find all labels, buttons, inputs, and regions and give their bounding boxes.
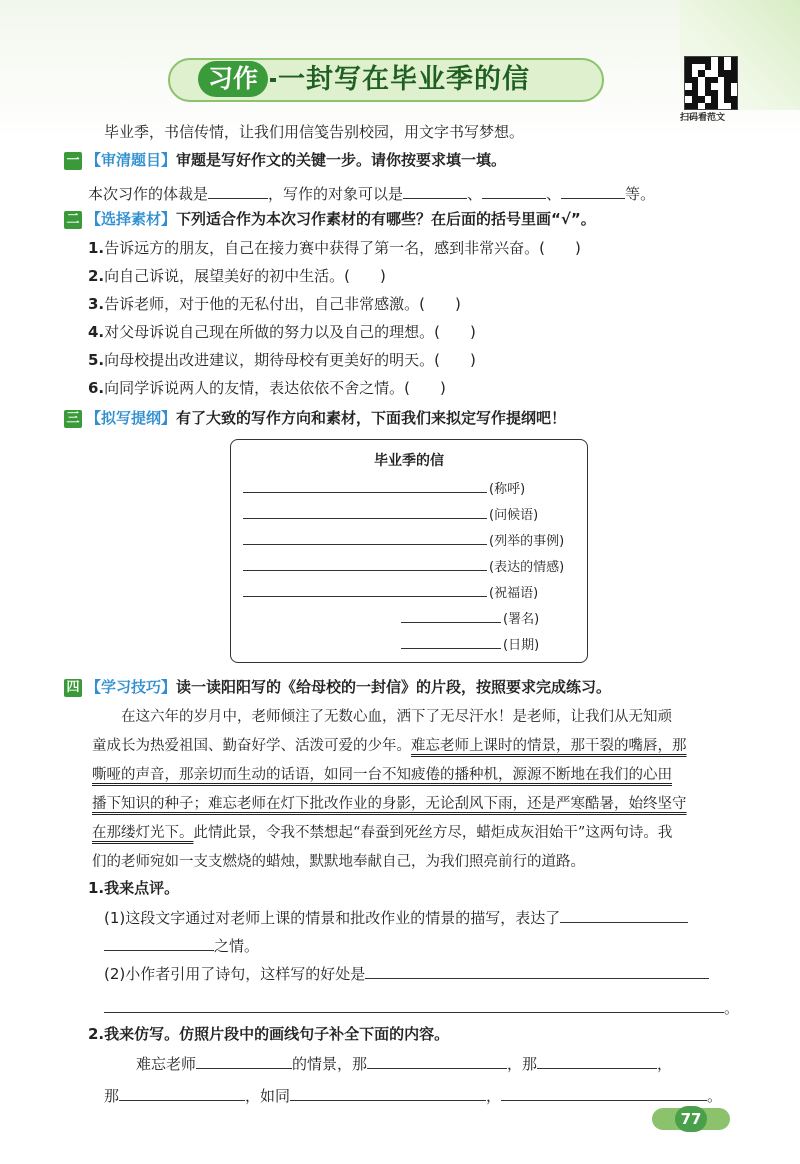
- underlined-sentence: 难忘老师上课时的情景，那干裂的嘴唇，那: [411, 738, 687, 754]
- question-1-heading: 1.我来点评。: [88, 879, 180, 897]
- outline-blank-blessing[interactable]: [243, 596, 487, 597]
- list-item[interactable]: 5.向母校提出改进建议，期待母校有更美好的明天。( ): [88, 351, 476, 369]
- qr-code-icon[interactable]: [684, 56, 738, 110]
- section-1-number: 一: [64, 152, 82, 170]
- outline-label: (列举的事例): [489, 534, 565, 549]
- underlined-sentence: 在那缕灯光下。: [92, 825, 194, 841]
- outline-blank-emotion[interactable]: [243, 570, 487, 571]
- outline-title: 毕业季的信: [374, 453, 444, 469]
- blank-q1-2b[interactable]: [104, 996, 724, 1013]
- essay-line: 在这六年的岁月中，老师倾注了无数心血，洒下了无尽汗水！是老师，让我们从无知顽: [92, 709, 672, 725]
- section-3-text: 有了大致的写作方向和素材，下面我们来拟定写作提纲吧！: [176, 409, 567, 427]
- section-1-text: 审题是写好作文的关键一步。请你按要求填一填。: [176, 151, 507, 169]
- q1-1-text: (1)这段文字通过对老师上课的情景和批改作业的情景的描写，表达了: [104, 909, 561, 927]
- blank-q2-1[interactable]: [196, 1052, 292, 1069]
- q1-1-end: 之情。: [214, 937, 260, 955]
- blank-q2-4[interactable]: [119, 1084, 245, 1101]
- blank-target-2[interactable]: [482, 182, 546, 199]
- section-3-tag: 【拟写提纲】: [86, 409, 177, 427]
- essay-line: 们的老师宛如一支支燃烧的蜡烛，默默地奉献自己，为我们照亮前行的道路。: [92, 854, 585, 870]
- essay-line: 童成长为热爱祖国、勤奋好学、活泼可爱的少年。难忘老师上课时的情景，那干裂的嘴唇，那: [92, 738, 687, 754]
- blank-target-1[interactable]: [403, 182, 467, 199]
- list-item[interactable]: 4.对父母诉说自己现在所做的努力以及自己的理想。( ): [88, 323, 476, 341]
- section-3-number: 三: [64, 410, 82, 428]
- outline-label: (署名): [503, 612, 540, 627]
- outline-label: (祝福语): [489, 586, 539, 601]
- section-1-heading: [64, 150, 506, 170]
- blank-q1-1b[interactable]: [104, 934, 214, 951]
- q1-2-text: (2)小作者引用了诗句，这样写的好处是: [104, 965, 366, 983]
- outline-label: (问候语): [489, 508, 539, 523]
- outline-blank-examples[interactable]: [243, 544, 487, 545]
- section-4-tag: 【学习技巧】: [86, 678, 177, 696]
- section-2-tag: 【选择素材】: [86, 210, 177, 228]
- list-item[interactable]: 6.向同学诉说两人的友情，表达依依不舍之情。( ): [88, 379, 446, 397]
- section-4-text: 读一读阳阳写的《给母校的一封信》的片段，按照要求完成练习。: [176, 678, 612, 696]
- q1-2-end: 。: [724, 999, 740, 1017]
- blank-target-3[interactable]: [561, 182, 625, 199]
- fill-text-target: ，写作的对象可以是: [268, 185, 404, 203]
- outline-box: [230, 439, 588, 663]
- essay-line: 在那缕灯光下。此情此景，令我不禁想起“春蚕到死丝方尽，蜡炬成灰泪始干”这两句诗。我: [92, 825, 673, 841]
- outline-label: (称呼): [489, 482, 526, 497]
- section-2-heading: [64, 209, 596, 229]
- title-pill: 习作: [198, 61, 268, 97]
- blank-q2-2[interactable]: [367, 1052, 507, 1069]
- question-1-2-cont: [104, 996, 739, 1018]
- fill-text-genre: 本次习作的体裁是: [88, 185, 209, 203]
- question-1-1-cont: [104, 934, 259, 956]
- section-1-fill-line: [88, 182, 655, 204]
- section-2-number: 二: [64, 211, 82, 229]
- section-4-number: 四: [64, 679, 82, 697]
- blank-q2-6[interactable]: [501, 1084, 707, 1101]
- outline-blank-date[interactable]: [401, 648, 501, 649]
- title-banner: [168, 58, 604, 104]
- blank-q1-1a[interactable]: [560, 906, 688, 923]
- question-2-line-2: 那 ，如同 ， 。: [104, 1084, 722, 1106]
- fill-sep: 、: [467, 185, 483, 203]
- list-item[interactable]: 2.向自己诉说，展望美好的初中生活。( ): [88, 267, 386, 285]
- question-2-line-1: 难忘老师 的情景，那 ，那 ，: [136, 1052, 672, 1074]
- essay-line-underlined: 嘶哑的声音，那亲切而生动的话语，如同一台不知疲倦的播种机，源源不断地在我们的心田: [92, 767, 672, 783]
- question-1-2: [104, 962, 709, 984]
- blank-q1-2a[interactable]: [365, 962, 709, 979]
- blank-q2-3[interactable]: [537, 1052, 657, 1069]
- section-4-heading: [64, 677, 611, 697]
- essay-line-underlined: 播下知识的种子；难忘老师在灯下批改作业的身影，无论刮风下雨，还是严寒酷暑，始终坚守: [92, 796, 687, 812]
- section-2-text: 下列适合作为本次习作素材的有哪些？在后面的括号里画“√”。: [176, 210, 596, 228]
- page-number: 77: [675, 1106, 707, 1132]
- section-1-tag: 【审清题目】: [86, 151, 177, 169]
- page-title: 一封写在毕业季的信: [278, 62, 530, 98]
- fill-sep: 、: [546, 185, 562, 203]
- outline-blank-greeting[interactable]: [243, 518, 487, 519]
- fill-text-end: 等。: [625, 185, 656, 203]
- outline-label: (表达的情感): [489, 560, 565, 575]
- qr-label: 扫码看范文: [680, 113, 726, 123]
- outline-blank-salutation[interactable]: [243, 492, 487, 493]
- question-1-1: [104, 906, 688, 928]
- intro-text: 毕业季，书信传情，让我们用信笺告别校园，用文字书写梦想。: [104, 123, 525, 141]
- outline-label: (日期): [503, 638, 540, 653]
- outline-blank-signature[interactable]: [401, 622, 501, 623]
- blank-q2-5[interactable]: [290, 1084, 486, 1101]
- section-3-heading: [64, 408, 566, 428]
- list-item[interactable]: 3.告诉老师，对于他的无私付出，自己非常感激。( ): [88, 295, 461, 313]
- question-2-heading: 2.我来仿写。仿照片段中的画线句子补全下面的内容。: [88, 1025, 450, 1043]
- list-item[interactable]: 1.告诉远方的朋友，自己在接力赛中获得了第一名，感到非常兴奋。( ): [88, 239, 581, 257]
- blank-genre[interactable]: [208, 182, 268, 199]
